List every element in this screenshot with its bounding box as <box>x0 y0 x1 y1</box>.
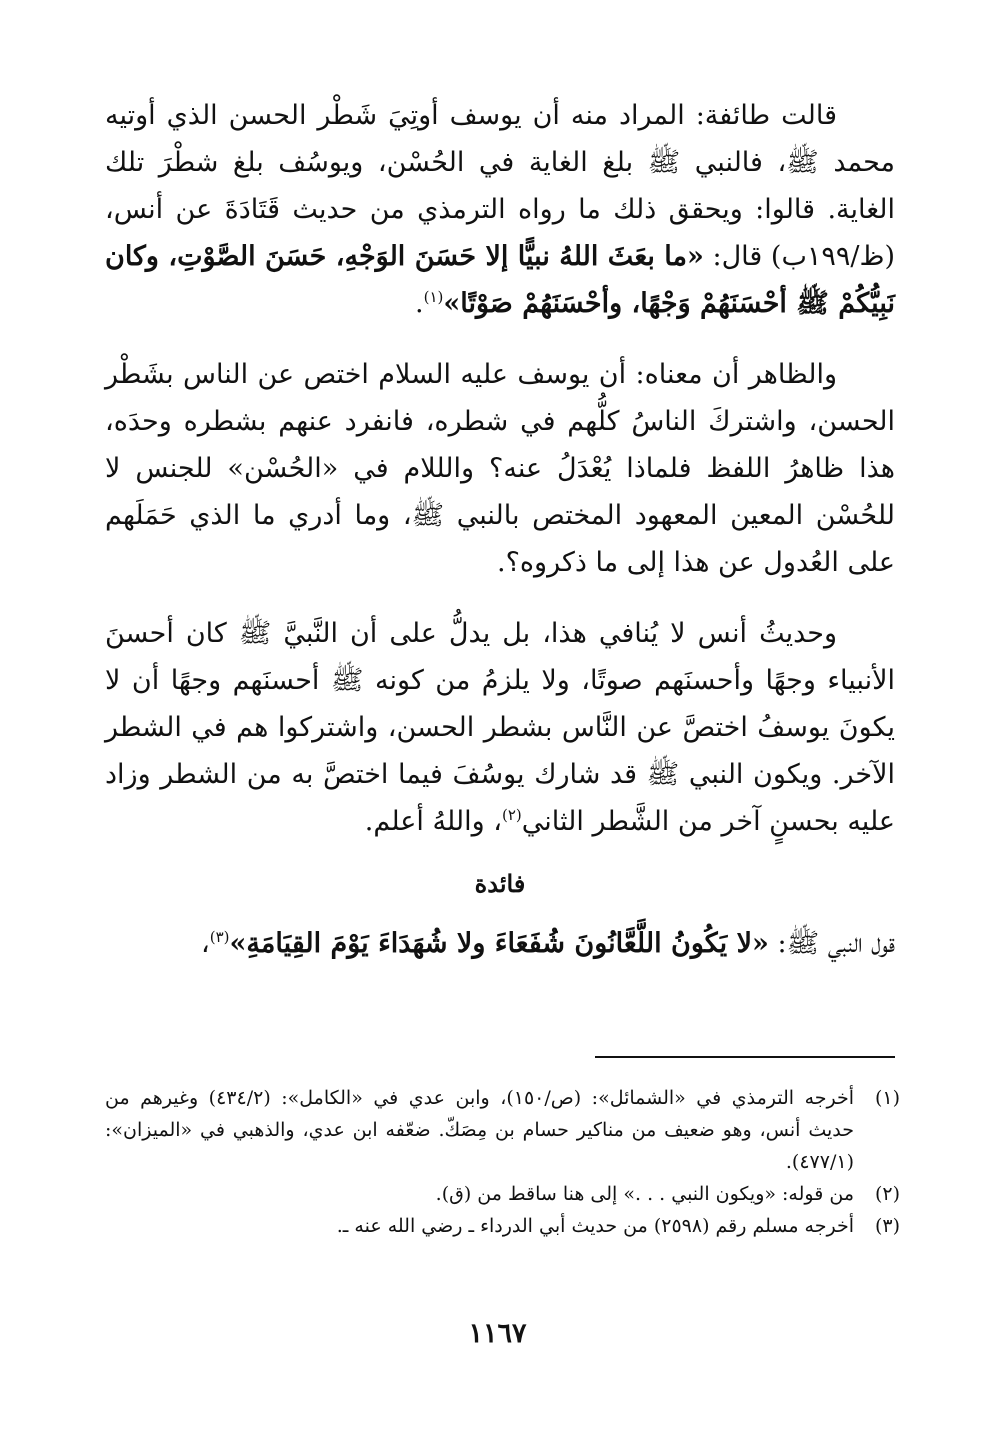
footnote-number: (١) <box>874 1087 900 1109</box>
hadith-quote: «ما بعَثَ اللهُ نبيًّا إلا حَسَنَ الوَجْهِ، حَسَنَ الصَّوْتِ، وكان نَبِيُّكُمْ ﷺ أحْسَنَهُمْ وَجْهًا، وأحْسَنَهُمْ صَوْتًا» <box>105 241 895 319</box>
section-heading: فائدة <box>474 869 526 898</box>
paragraph-3-end: ، واللهُ أعلم. <box>364 806 502 837</box>
footnote-ref-1: (١) <box>423 288 444 306</box>
fawaid-intro: قول النبي ﷺ: <box>777 928 895 959</box>
main-text <box>105 92 895 991</box>
paragraph-2: والظاهر أن معناه: أن يوسف عليه السلام اختص عن الناس بشَطْر الحسن، واشتركَ الناسُ كلُّهم في شطره، فانفرد عنهم بشطره وحدَه، هذا ظاهرُ اللفظ فلماذا يُعْدَلُ عنه؟ والللام في «الحُسْن» للجنس لا للحُسْن المعين المعهود المختص بالنبي ﷺ، وما أدري ما الذي حَمَلَهم على العُدول عن هذا إلى ما ذكروه؟. <box>105 359 895 578</box>
footnote-ref-2: (٢) <box>501 806 522 824</box>
footnote-text: أخرجه الترمذي في «الشمائل»: (ص/١٥٠)، وابن عدي في «الكامل»: (٤٣٤/٢) وغيرهم من حديث أنس، وهو ضعيف من مناكير حسام بن مِصَكّ. ضعّفه ابن عدي، والذهبي في «الميزان»: (٤٧٧/١). <box>105 1087 855 1173</box>
footnote-number: (٢) <box>874 1183 900 1205</box>
fawaid-tail: ، <box>201 928 210 959</box>
paragraph-3 <box>105 610 895 845</box>
paragraph-1: قالت طائفة: المراد منه أن يوسف أوتِيَ شَطْر الحسن الذي أوتيه محمد ﷺ، فالنبي ﷺ بلغ الغاية في الحُسْن، ويوسُف بلغ شطْرَ تلك الغاية. قالوا: ويحقق ذلك ما رواه الترمذي من حديث قَتَادَةَ عن أنس، (ظ/١٩٩ب) قال: «ما بعَثَ اللهُ نبيًّا إلا حَسَنَ الوَجْهِ، حَسَنَ الصَّوْتِ، وكان نَبِيُّكُمْ ﷺ أحْسَنَهُمْ وَجْهًا، وأحْسَنَهُمْ صَوْتًا»$^{(١)}$. <box>105 100 895 319</box>
footnotes <box>105 1082 900 1242</box>
fawaid-line <box>105 920 895 967</box>
footnote-2 <box>105 1178 900 1210</box>
page-number: ١١٦٧ <box>468 1318 527 1349</box>
footnote-text: من قوله: «ويكون النبي . . .» إلى هنا ساقط من (ق). <box>435 1183 854 1205</box>
footnote-ref-3: (٣) <box>209 928 230 946</box>
footnote-divider <box>595 1056 895 1058</box>
fawaid-quote: «لا يَكُونُ اللَّعَّانُونَ شُفَعَاءَ ولا شُهَدَاءَ يَوْمَ القِيَامَةِ» <box>229 928 769 959</box>
footnote-1 <box>105 1082 900 1178</box>
footnote-text: أخرجه مسلم رقم (٢٥٩٨) من حديث أبي الدرداء ـ رضي الله عنه ـ. <box>336 1215 854 1237</box>
footnote-3 <box>105 1210 900 1242</box>
paragraph-1-text: قالت طائفة: المراد منه أن يوسف أوتِيَ شَطْر الحسن الذي أوتيه محمد ﷺ، فالنبي ﷺ بلغ الغاية في الحُسْن، ويوسُف بلغ شطْرَ تلك الغاية. قالوا: ويحقق ذلك ما رواه الترمذي من حديث قَتَادَةَ عن أنس، (ظ/١٩٩ب) قال: <box>105 100 895 272</box>
footnote-number: (٣) <box>874 1215 900 1237</box>
paragraph-3-text: وحديثُ أنس لا يُنافي هذا، بل يدلُّ على أن النَّبيَّ ﷺ كان أحسنَ الأنبياء وجهًا وأحسنَهم صوتًا، ولا يلزمُ من كونه ﷺ أحسنَهم وجهًا أن لا يكونَ يوسفُ اختصَّ عن النَّاس بشطر الحسن، واشتركوا هم في الشطر الآخر. ويكون النبي ﷺ قد شارك يوسُفَ فيما اختصَّ به من الشطر وزاد عليه بحسنٍ آخر من الشَّطر الثاني <box>105 618 895 837</box>
